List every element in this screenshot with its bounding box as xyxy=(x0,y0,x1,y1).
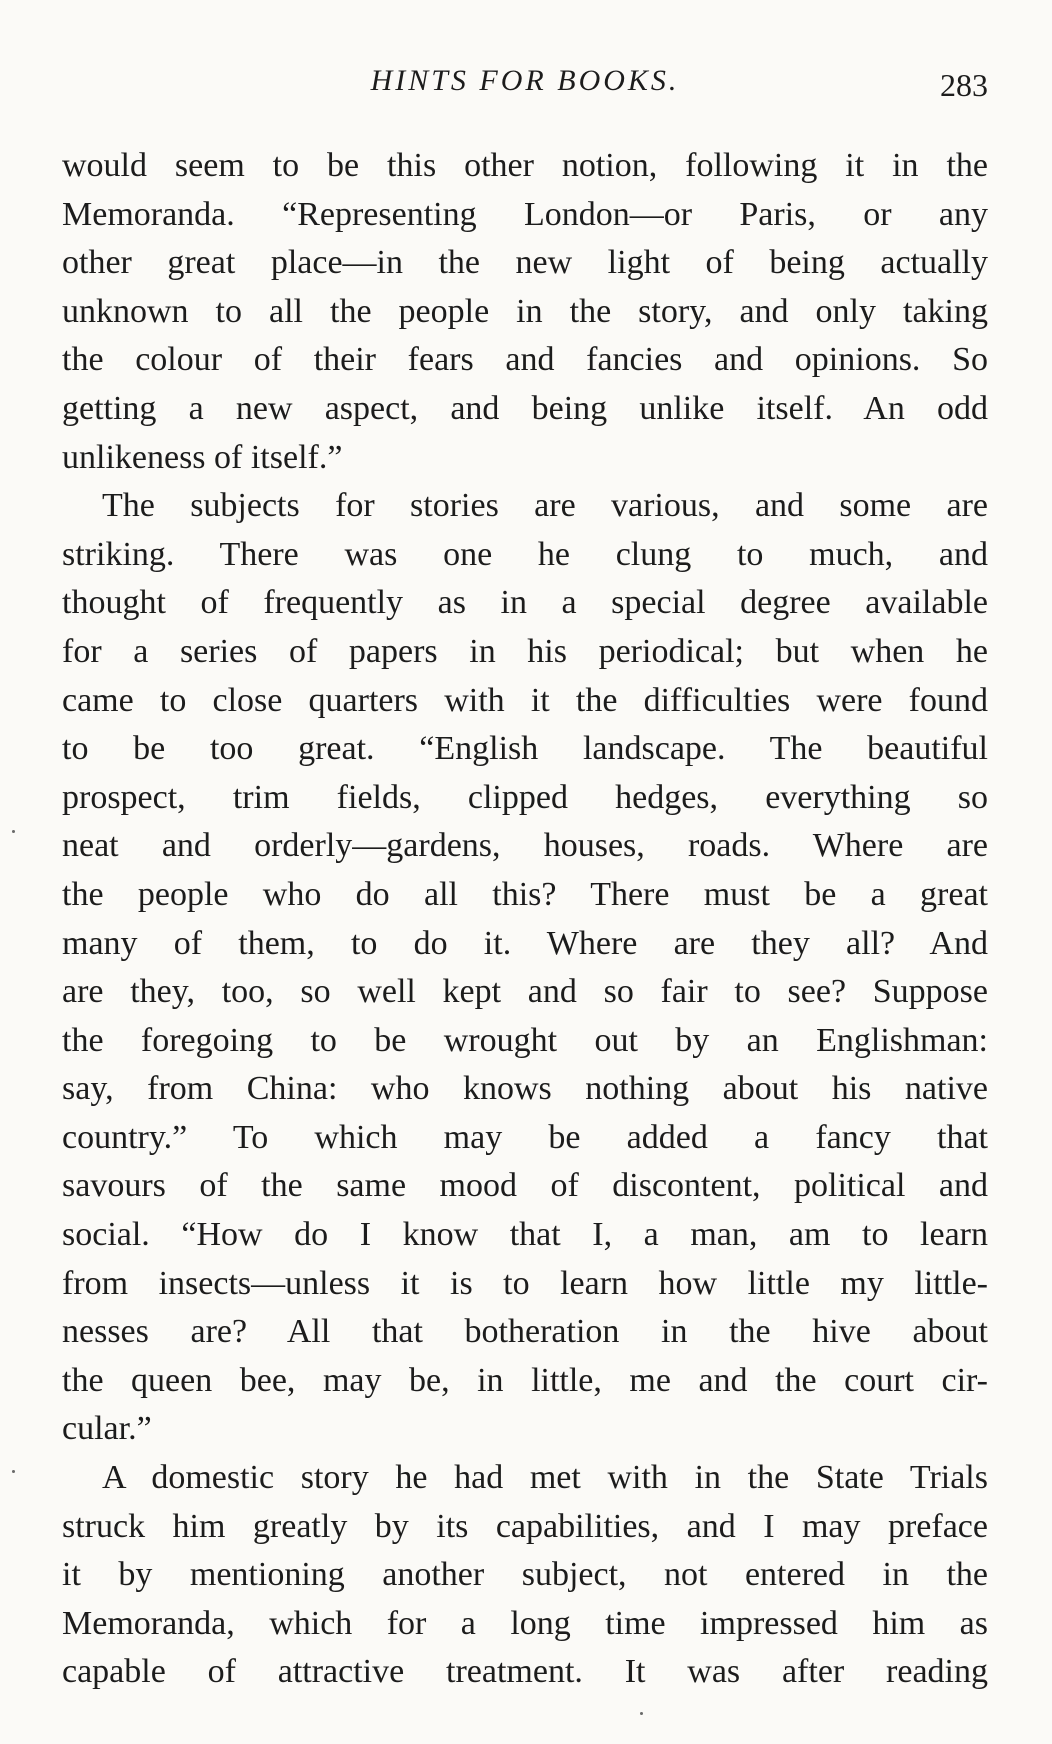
paragraph-1 xyxy=(62,142,988,482)
text-line: to be too great. “English landscape. The beautiful xyxy=(62,730,988,768)
body-text xyxy=(62,142,988,1697)
text-line: for a series of papers in his periodical; but when he xyxy=(62,632,988,670)
text-line: A domestic story he had met with in the State Trials xyxy=(102,1459,988,1497)
text-line: cular.” xyxy=(62,1410,152,1448)
text-line: nesses are? All that botheration in the hive about xyxy=(62,1313,988,1351)
running-title: HINTS FOR BOOKS. xyxy=(370,64,680,97)
text-line: struck him greatly by its capabilities, and I may preface xyxy=(62,1507,988,1545)
text-line: from insects—unless it is to learn how little my little- xyxy=(62,1264,988,1302)
page-header xyxy=(62,58,988,104)
text-line: unlikeness of itself.” xyxy=(62,438,343,476)
text-line: the people who do all this? There must be a great xyxy=(62,875,988,913)
text-line: came to close quarters with it the difficulties were found xyxy=(62,681,988,719)
text-line: the queen bee, may be, in little, me and the court cir- xyxy=(62,1361,988,1399)
text-line: Memoranda. “Representing London—or Paris, or any xyxy=(62,195,988,233)
text-line: The subjects for stories are various, and some are xyxy=(102,487,988,525)
text-line: country.” To which may be added a fancy that xyxy=(62,1118,988,1156)
paper-speck xyxy=(12,830,15,833)
text-line: say, from China: who knows nothing about his native xyxy=(62,1070,988,1108)
text-line: the colour of their fears and fancies and opinions. So xyxy=(62,341,988,379)
text-line: savours of the same mood of discontent, political and xyxy=(62,1167,988,1205)
text-line: social. “How do I know that I, a man, am to learn xyxy=(62,1216,988,1254)
text-line: other great place—in the new light of being actually xyxy=(62,244,988,282)
text-line: unknown to all the people in the story, and only taking xyxy=(62,292,988,330)
paper-speck xyxy=(640,1712,643,1715)
paper-speck xyxy=(12,1470,15,1473)
text-line: striking. There was one he clung to much, and xyxy=(62,535,988,573)
text-line: capable of attractive treatment. It was after reading xyxy=(62,1653,988,1691)
text-line: neat and orderly—gardens, houses, roads. Where are xyxy=(62,827,988,865)
text-line: would seem to be this other notion, following it in the xyxy=(62,147,988,184)
text-line: the foregoing to be wrought out by an Englishman: xyxy=(62,1021,988,1059)
paragraph-3 xyxy=(62,1454,988,1697)
page-number: 283 xyxy=(940,67,988,103)
text-line: thought of frequently as in a special degree available xyxy=(62,584,988,622)
text-line: it by mentioning another subject, not entered in the xyxy=(62,1556,988,1594)
paragraph-2 xyxy=(62,482,988,1454)
text-line: are they, too, so well kept and so fair to see? Suppose xyxy=(62,973,988,1011)
text-line: many of them, to do it. Where are they all? And xyxy=(62,924,988,962)
text-line: Memoranda, which for a long time impressed him as xyxy=(62,1604,988,1642)
text-line: prospect, trim fields, clipped hedges, everything so xyxy=(62,778,988,816)
text-line: getting a new aspect, and being unlike itself. An odd xyxy=(62,389,988,427)
